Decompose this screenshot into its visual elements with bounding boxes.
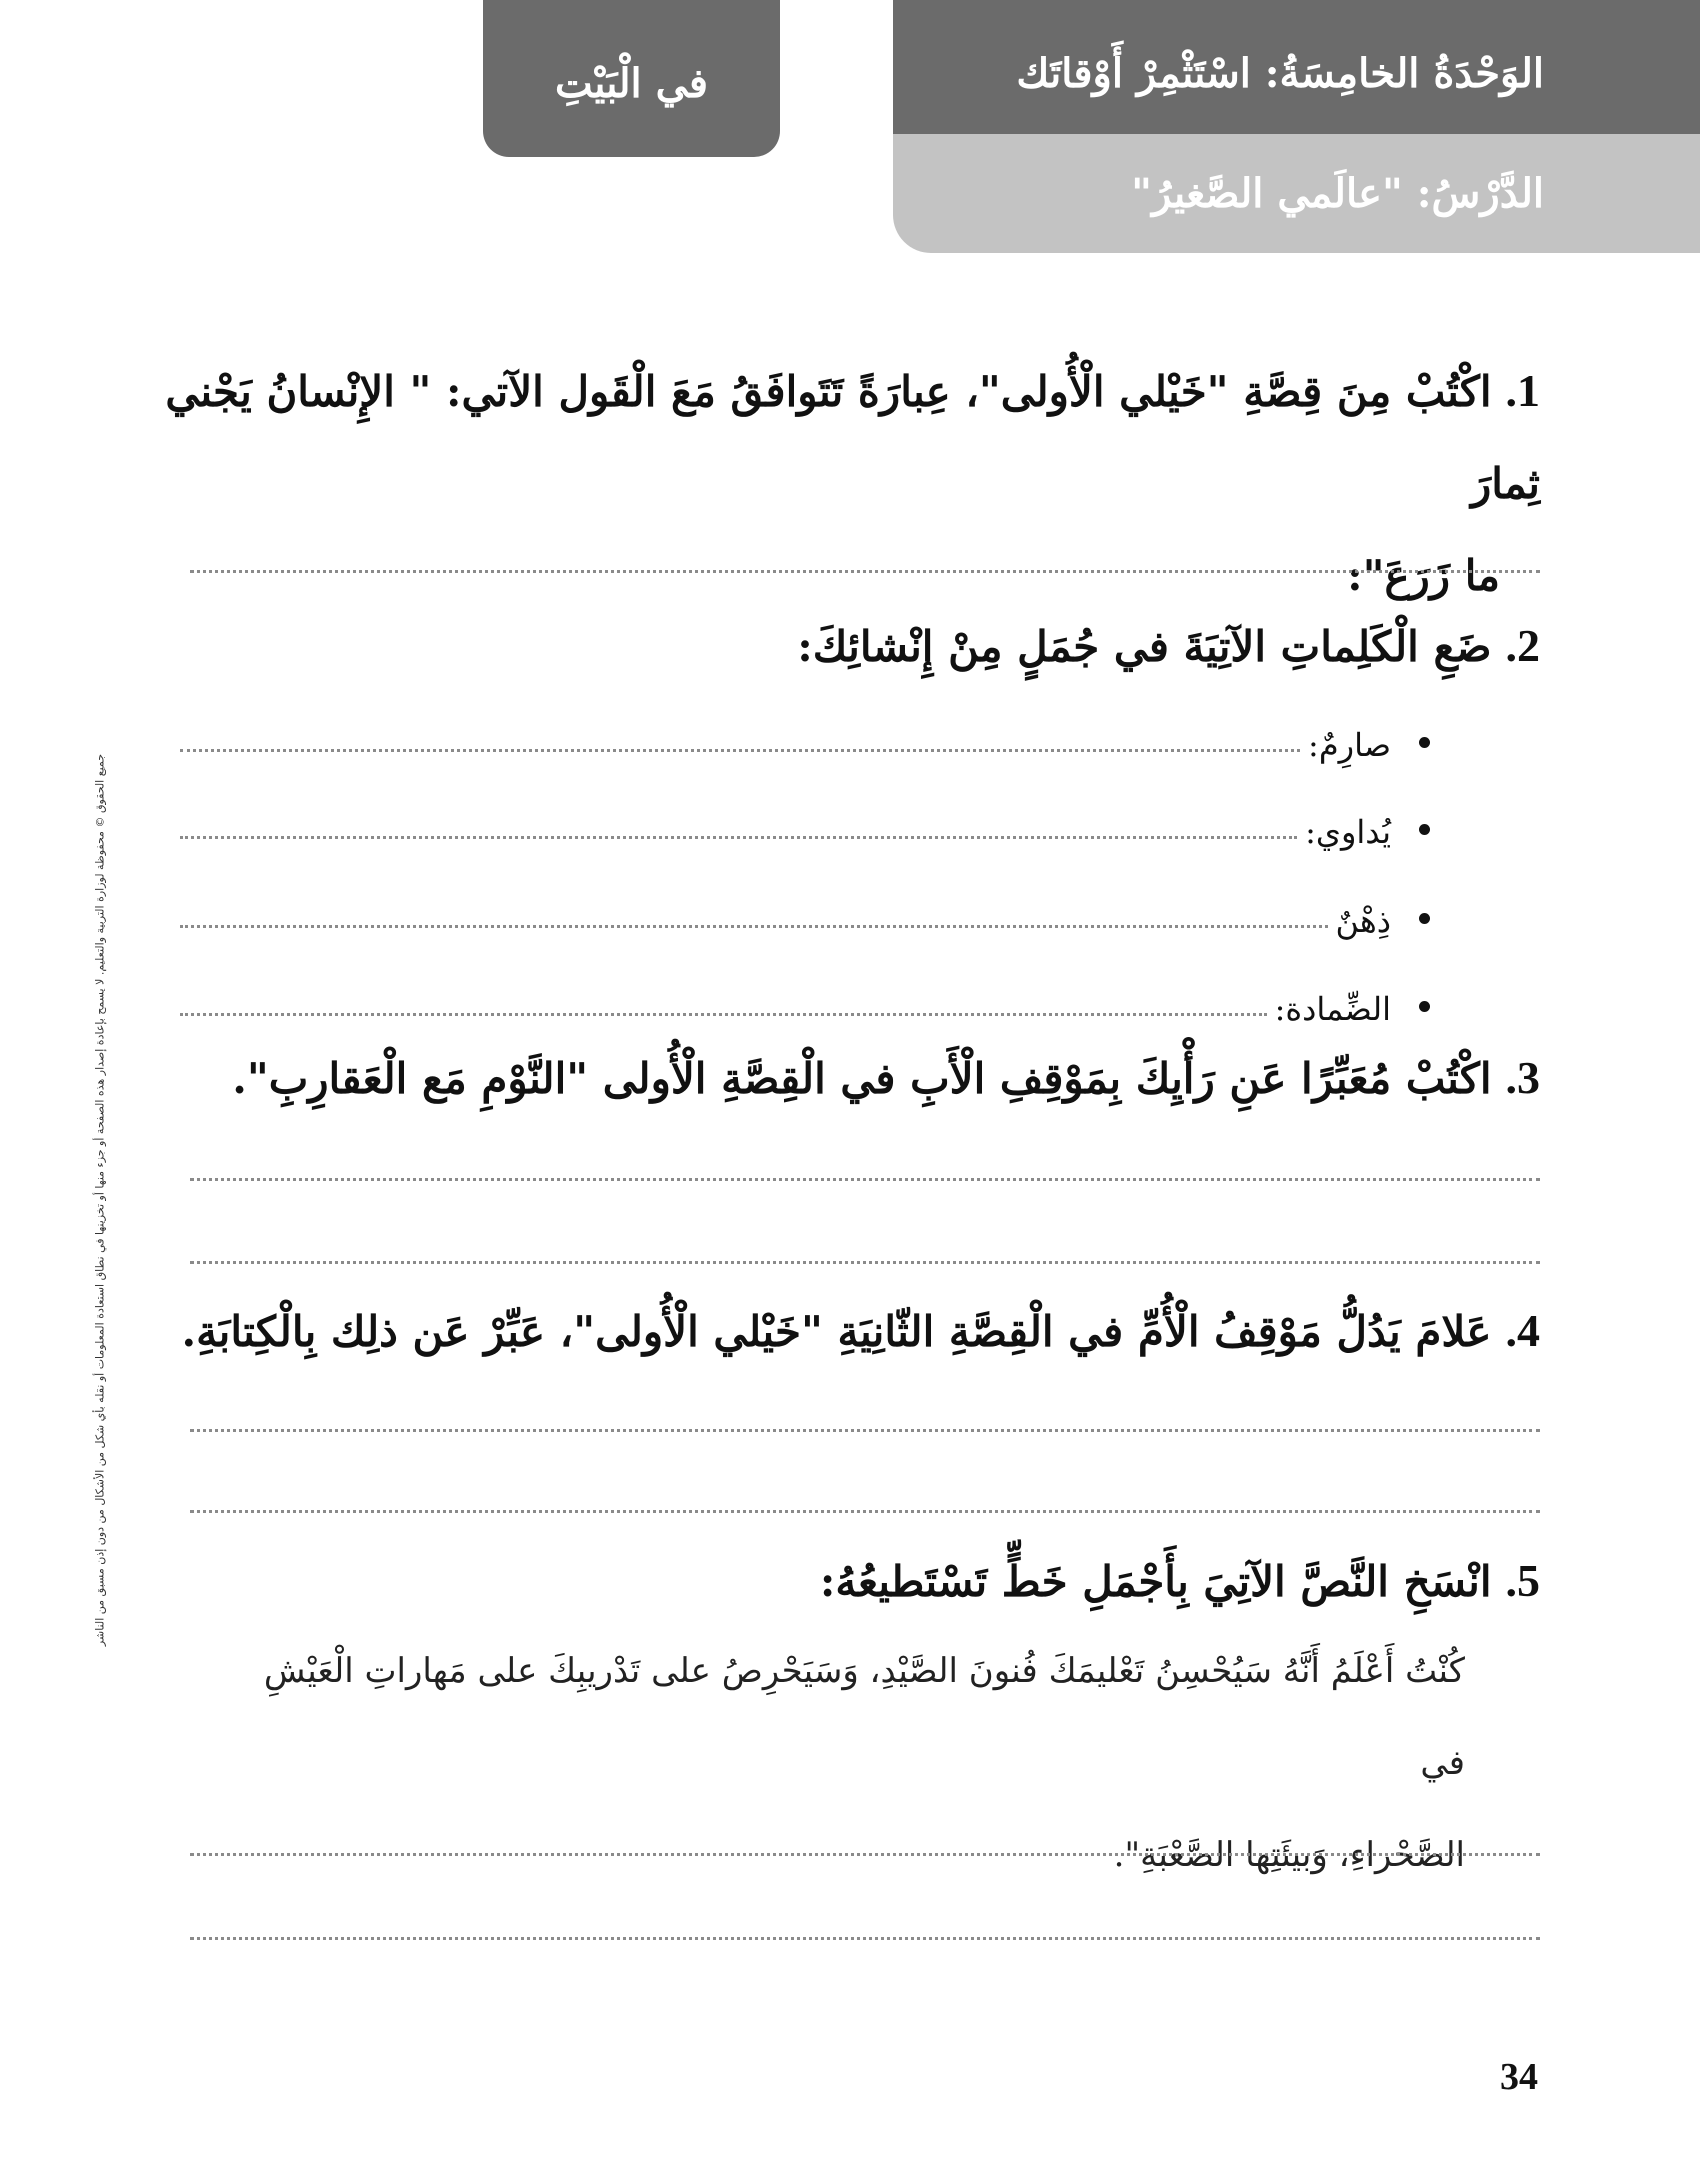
question-2-text: ضَعِ الْكَلِماتِ الآتِيَةَ في جُمَلٍ مِنْ إِنْشائِكَ: — [797, 622, 1492, 671]
copy-passage-line-1: كُنْتُ أَعْلَمُ أَنَّهُ سَيُحْسِنُ تَعْليمَكَ فُنونَ الصَّيْدِ، وَسَيَحْرِصُ على تَدْريبِكَ على مَهاراتِ الْعَيْشِ في — [263, 1651, 1465, 1783]
word-1: صارِمٌ: — [1308, 726, 1391, 764]
word-3: ذِهْنٌ — [1335, 902, 1391, 940]
lesson-title: الدَّرْسُ: "عالَمي الصَّغيرُ" — [1131, 170, 1544, 217]
answer-line-4b[interactable] — [190, 1510, 1540, 1513]
question-3-number: 3. — [1505, 1052, 1540, 1103]
copy-passage-line-2: الصَّحْراءِ، وَبيئَتِها الصَّعْبَةِ". — [1113, 1835, 1465, 1875]
question-1-line-1 — [160, 345, 1540, 530]
word-1-answer-line[interactable] — [180, 749, 1300, 752]
word-4: الضِّمادة: — [1274, 990, 1391, 1028]
bullet-icon — [1419, 824, 1430, 835]
word-3-answer-line[interactable] — [180, 925, 1328, 928]
question-1-line-2: ما زَرَعَ": — [1347, 551, 1500, 600]
bullet-icon — [1419, 737, 1430, 748]
question-1 — [160, 345, 1540, 622]
question-3-text: اكْتُبْ مُعَبِّرًا عَنِ رَأْيِكَ بِمَوْقِفِ الْأَبِ في الْقِصَّةِ الْأُولى "النَّوْمِ مَع الْعَقارِبِ". — [232, 1054, 1492, 1103]
answer-line-4a[interactable] — [190, 1429, 1540, 1432]
question-1-number: 1. — [1505, 365, 1540, 416]
word-row-1 — [180, 714, 1430, 764]
question-5 — [160, 1535, 1540, 1628]
home-tab-label: في الْبَيْتِ — [554, 60, 709, 107]
bullet-icon — [1419, 913, 1430, 924]
page-number: 34 — [1500, 2056, 1538, 2098]
copyright-note: جميع الحقوق © محفوظة لوزارة التربية والتعليم. لا يسمح بإعادة إصدار هذه الصفحة أو جزء منها أو تخزينها في نطاق استعادة المعلومات أو نقله بأي شكل من الأشكال من دون إذن مسبق من الناشر — [93, 753, 107, 1647]
question-4 — [160, 1285, 1540, 1378]
word-row-3 — [180, 890, 1430, 940]
word-2-answer-line[interactable] — [180, 836, 1297, 839]
question-2 — [160, 600, 1540, 693]
question-2-number: 2. — [1505, 620, 1540, 671]
word-row-2 — [180, 801, 1430, 851]
answer-line-5b[interactable] — [190, 1937, 1540, 1940]
question-5-number: 5. — [1505, 1555, 1540, 1606]
bullet-icon — [1419, 1001, 1430, 1012]
word-4-answer-line[interactable] — [180, 1013, 1267, 1016]
lesson-title-band — [893, 134, 1700, 253]
home-tab — [483, 0, 780, 157]
question-4-text: عَلامَ يَدُلُّ مَوْقِفُ الْأُمِّ في الْقِصَّةِ الثّانِيَةِ "خَيْلي الْأُولى"، عَبِّرْ عَن ذلِك بِالْكِتابَةِ. — [181, 1307, 1492, 1356]
copy-passage — [215, 1625, 1465, 1901]
word-row-4 — [180, 978, 1430, 1028]
unit-title-band — [893, 0, 1700, 134]
question-3 — [160, 1032, 1540, 1125]
answer-line-5a[interactable] — [190, 1853, 1540, 1856]
unit-title: الوَحْدَةُ الخامِسَةُ: اسْتَثْمِرْ أَوْقاتَك — [1016, 49, 1544, 97]
question-4-number: 4. — [1505, 1305, 1540, 1356]
question-5-text: انْسَخِ النَّصَّ الآتِيَ بِأَجْمَلِ خَطٍّ تَسْتَطيعُهُ: — [819, 1557, 1492, 1606]
answer-line-3a[interactable] — [190, 1178, 1540, 1181]
word-2: يُداوي: — [1305, 813, 1391, 851]
answer-line-1[interactable] — [190, 570, 1540, 573]
answer-line-3b[interactable] — [190, 1261, 1540, 1264]
question-1-text: اكْتُبْ مِنَ قِصَّةِ "خَيْلي الْأُولى"، عِبارَةً تَتَوافَقُ مَعَ الْقَول الآتي: " الإِنْسانُ يَجْني ثِمارَ — [165, 367, 1540, 508]
